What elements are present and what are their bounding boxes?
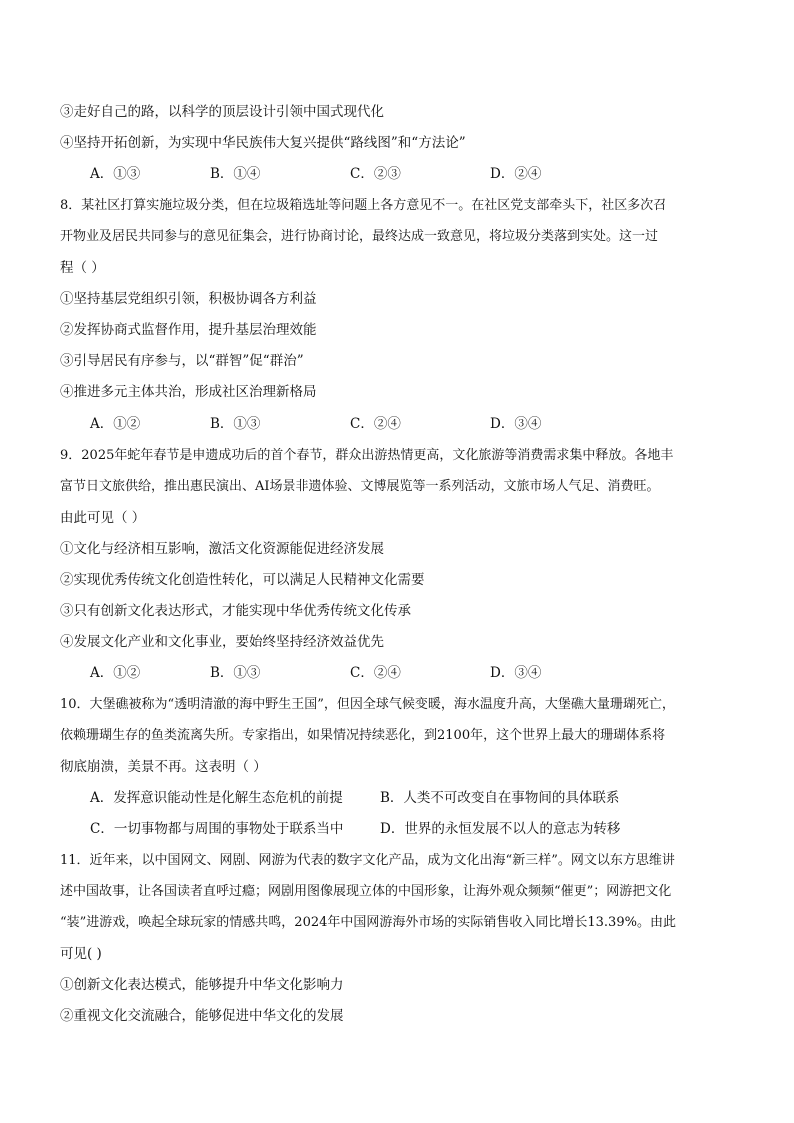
q9-statement-1: ①文化与经济相互影响，激活文化资源能促进经济发展: [60, 541, 384, 557]
q9-option-a: A．①②: [90, 665, 141, 681]
q10-option-a: A．发挥意识能动性是化解生态危机的前提: [90, 790, 343, 806]
q10-option-c: C．一切事物都与周围的事物处于联系当中: [90, 821, 344, 837]
q10-options-row-2: [90, 819, 730, 839]
q11-stem-line-3: “装”进游戏，唤起全球玩家的情感共鸣，2024年中国网游海外市场的实际销售收入同比增长13.39%。由此: [60, 915, 676, 930]
q9-statement-2: ②实现优秀传统文化创造性转化，可以满足人民精神文化需要: [60, 572, 425, 588]
q9-statement-4: ④发展文化产业和文化事业，要始终坚持经济效益优先: [60, 634, 384, 650]
q8-statement-2: ②发挥协商式监督作用，提升基层治理效能: [60, 322, 317, 338]
q10-option-d: D．世界的永恒发展不以人的意志为转移: [380, 821, 621, 837]
q8-option-c: C．②④: [350, 416, 401, 432]
q8-option-d: D．③④: [490, 416, 542, 432]
q10-stem-line-3: 彻底崩溃，美景不再。这表明（ ）: [60, 759, 267, 775]
q8-statement-3: ③引导居民有序参与，以“群智”促“群治”: [60, 353, 304, 369]
q8-statement-4: ④推进多元主体共治，形成社区治理新格局: [60, 384, 317, 400]
q10-stem-line-2: 依赖珊瑚生存的鱼类流离失所。专家指出，如果情况持续恶化，到2100年，这个世界上最大的珊瑚体系将: [60, 728, 666, 743]
q7-statement-4: ④坚持开拓创新，为实现中华民族伟大复兴提供“路线图”和“方法论”: [60, 135, 466, 151]
q9-option-d: D．③④: [490, 665, 542, 681]
q11-stem-line-4: 可见( ): [60, 946, 102, 962]
q11-stem-line-1: 11．近年来，以中国网文、网剧、网游为代表的数字文化产品，成为文化出海“新三样”。网文以东方思维讲: [60, 853, 675, 868]
q8-stem-line-2: 开物业及居民共同参与的意见征集会，进行协商讨论，最终达成一致意见，将垃圾分类落到实处。这一过: [60, 229, 659, 244]
q9-statement-3: ③只有创新文化表达形式，才能实现中华优秀传统文化传承: [60, 603, 411, 619]
q9-option-c: C．②④: [350, 665, 401, 681]
q7-option-a: A．①③: [90, 166, 141, 182]
q10-stem-line-1: 10．大堡礁被称为“透明清澈的海中野生王国”，但因全球气候变暖，海水温度升高，大堡礁大量珊瑚死亡，: [60, 697, 675, 712]
q8-option-b: B．①③: [210, 416, 261, 432]
q8-statement-1: ①坚持基层党组织引领，积极协调各方利益: [60, 291, 317, 307]
q7-options: [90, 164, 730, 184]
q9-stem-line-2: 富节日文旅供给，推出惠民演出、AI场景非遗体验、文博展览等一系列活动，文旅市场人气足、消费旺。: [60, 479, 660, 494]
q10-options-row-1: [90, 788, 730, 808]
q7-option-c: C．②③: [350, 166, 401, 182]
q9-options: [90, 663, 730, 683]
q7-statement-3: ③走好自己的路，以科学的顶层设计引领中国式现代化: [60, 104, 384, 120]
q8-options: [90, 414, 730, 434]
q11-statement-1: ①创新文化表达模式，能够提升中华文化影响力: [60, 977, 344, 993]
q8-stem-line-3: 程（ ）: [60, 260, 105, 276]
q9-stem-line-3: 由此可见（ ）: [60, 510, 146, 526]
q11-statement-2: ②重视文化交流融合，能够促进中华文化的发展: [60, 1008, 344, 1024]
q9-option-b: B．①③: [210, 665, 261, 681]
q9-stem-line-1: 9．2025年蛇年春节是申遗成功后的首个春节，群众出游热情更高，文化旅游等消费需求集中释放。各地丰: [60, 448, 674, 463]
q11-stem-line-2: 述中国故事，让各国读者直呼过瘾；网剧用图像展现立体的中国形象，让海外观众频频“催更”；网游把文化: [60, 884, 672, 899]
q8-option-a: A．①②: [90, 416, 141, 432]
q10-option-b: B．人类不可改变自在事物间的具体联系: [380, 790, 620, 806]
q7-option-d: D．②④: [490, 166, 542, 182]
q7-option-b: B．①④: [210, 166, 261, 182]
q8-stem-line-1: 8．某社区打算实施垃圾分类，但在垃圾箱选址等问题上各方意见不一。在社区党支部牵头下，社区多次召: [60, 198, 667, 213]
